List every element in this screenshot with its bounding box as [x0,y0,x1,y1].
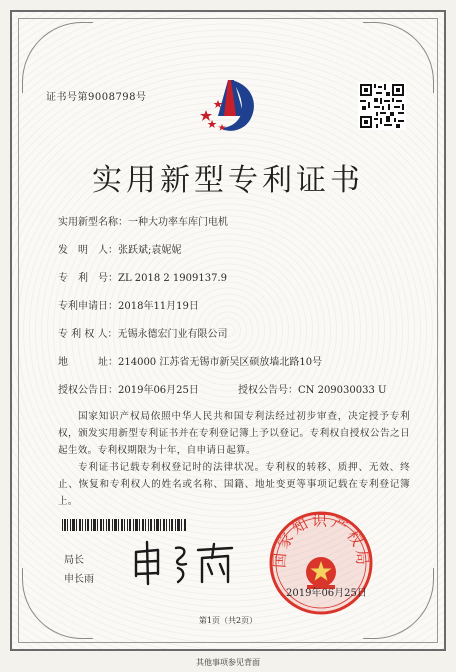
statement-paragraph-2: 专利证书记载专利权登记时的法律状况。专利权的转移、质押、无效、终止、恢复和专利权人的姓名或名称、国籍、地址变更等事项记载在专利登记簿上。 [58,462,410,507]
certificate-number: 证书号第9008798号 [46,92,147,103]
field-label: 发 明 人： [58,245,118,256]
patent-office-emblem-icon [198,76,264,142]
official-seal-icon [268,510,374,616]
field-label: 授权公告日： [58,385,118,396]
field-value: 无锡永德宏门业有限公司 [117,329,228,340]
barcode-icon [62,519,186,531]
field-application-date [58,297,199,312]
director-name: 申长雨 [64,574,94,585]
page-indicator: 第1页（共2页） [198,616,258,625]
field-label: 地 址： [58,357,118,368]
footer-note: 其他事项参见背面 [196,658,260,667]
director-signature [128,538,240,588]
statement-paragraph-1: 国家知识产权局依照中华人民共和国专利法经过初步审查，决定授予专利权，颁发实用新型专利证书并在专利登记簿上予以登记。专利权自授权公告之日起生效。专利权期限为十年，自申请日起算。 [58,411,410,456]
field-value: 2018年11月19日 [118,301,199,312]
field-value: CN 209030033 U [298,385,387,396]
field-value: 2019年06月25日 [118,385,199,396]
seal-date: 2019年06月25日 [286,588,367,599]
svg-text:国家知识产权局: 国家知识产权局 [270,511,372,569]
field-label: 专利申请日： [58,301,118,312]
field-patentee [58,325,228,340]
certificate-title: 实用新型专利证书 [92,163,364,198]
field-value: 214000 江苏省无锡市新吴区硕放墙北路10号 [118,357,323,368]
field-value: 一种大功率车库门电机 [128,217,228,228]
field-value: ZL 2018 2 1909137.9 [118,273,228,284]
field-grant-date [58,381,199,396]
field-label: 授权公告号： [238,385,298,396]
field-address [58,353,322,368]
field-utility-model-name [58,213,228,228]
field-patent-number [58,269,227,284]
field-value: 张跃斌;袁妮妮 [118,245,182,256]
field-grant-number [238,381,386,396]
field-label: 实用新型名称： [58,217,128,228]
field-label: 专 利 号： [58,273,118,284]
field-label: 专 利 权 人： [58,329,118,340]
director-title: 局长 [64,555,84,566]
field-inventors [58,241,181,256]
qr-code-icon [358,82,406,130]
